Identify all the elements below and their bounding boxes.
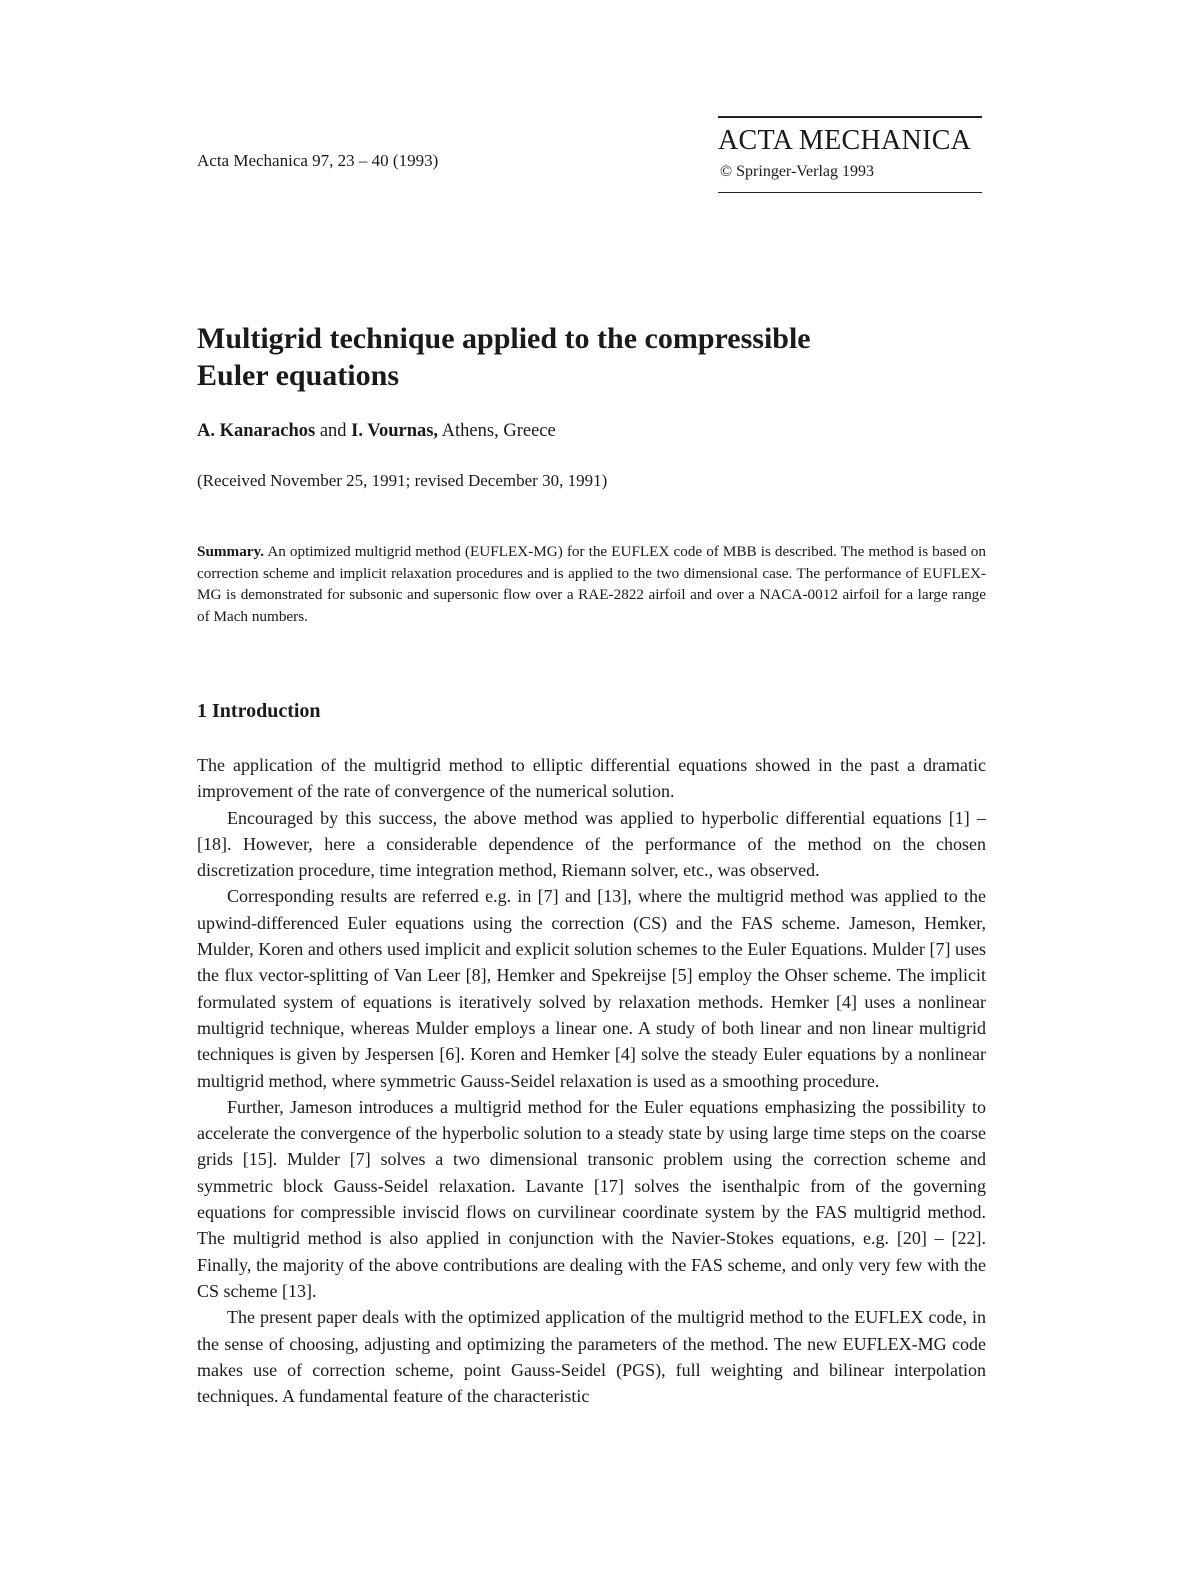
- title-line-2: Euler equations: [197, 359, 399, 392]
- paragraph: Corresponding results are referred e.g. in [7] and [13], where the multigrid method was applied to the upwind-differenced Euler equations using the correction (CS) and the FAS scheme. Jameson, Hemker, Mulder, Koren and others used implicit and explicit solution schemes to the Euler Equations. Mulder [7] uses the flux vector-splitting of Van Leer [8], Hemker and Spekreijse [5] employ the Ohser scheme. The implicit formulated system of equations is iteratively solved by relaxation methods. Hemker [4] uses a nonlinear multigrid technique, whereas Mulder employs a linear one. A study of both linear and non linear multigrid techniques is given by Jespersen [6]. Koren and Hemker [4] solve the steady Euler equations by a nonlinear multigrid method, where symmetric Gauss-Seidel relaxation is used as a smoothing procedure.: [197, 886, 986, 1091]
- title-line-1: Multigrid technique applied to the compressible: [197, 322, 811, 355]
- author-2: I. Vournas,: [351, 421, 439, 441]
- paragraph: The application of the multigrid method to elliptic differential equations showed in the past a dramatic improvement of the rate of convergence of the numerical solution.: [197, 755, 986, 802]
- introduction-body: [197, 752, 986, 1409]
- summary-label: Summary.: [197, 543, 265, 560]
- author-1: A. Kanarachos: [197, 421, 316, 441]
- received-dates: (Received November 25, 1991; revised December 30, 1991): [197, 471, 608, 490]
- journal-masthead: [718, 116, 982, 193]
- journal-citation: Acta Mechanica 97, 23 – 40 (1993): [197, 151, 439, 170]
- journal-name: ACTA MECHANICA: [718, 124, 972, 156]
- paragraph: The present paper deals with the optimized application of the multigrid method to the EUFLEX code, in the sense of choosing, adjusting and optimizing the parameters of the method. The new EUFLEX-MG code makes use of correction scheme, point Gauss-Seidel (PGS), full weighting and bilinear interpolation techniques. A fundamental feature of the characteristic: [197, 1307, 986, 1407]
- masthead-top-rule: [718, 116, 982, 118]
- copyright-notice: © Springer-Verlag 1993: [720, 162, 875, 180]
- paragraph: Encouraged by this success, the above method was applied to hyperbolic differential equations [1] – [18]. However, here a considerable dependence of the performance of the method on the chosen discretization procedure, time integration method, Riemann solver, etc., was observed.: [197, 807, 986, 881]
- article-title: [197, 320, 997, 394]
- author-conjunction: and: [319, 421, 347, 441]
- abstract: [197, 541, 986, 627]
- masthead-bottom-rule: [718, 192, 982, 194]
- affiliation: Athens, Greece: [441, 421, 556, 441]
- author-line: [197, 421, 556, 442]
- summary-text: An optimized multigrid method (EUFLEX-MG) for the EUFLEX code of MBB is described. The method is based on correction scheme and implicit relaxation procedures and is applied to the two dimensional case. The performance of EUFLEX-MG is demonstrated for subsonic and supersonic flow over a RAE-2822 airfoil and over a NACA-0012 airfoil for a large range of Mach numbers.: [197, 543, 986, 625]
- paragraph: Further, Jameson introduces a multigrid method for the Euler equations emphasizing the possibility to accelerate the convergence of the hyperbolic solution to a steady state by using large time steps on the coarse grids [15]. Mulder [7] solves a two dimensional transonic problem using the correction scheme and symmetric block Gauss-Seidel relaxation. Lavante [17] solves the isenthalpic from of the governing equations for compressible inviscid flows on curvilinear coordinate system by the FAS multigrid method. The multigrid method is also applied in conjunction with the Navier-Stokes equations, e.g. [20] – [22]. Finally, the majority of the above contributions are dealing with the FAS scheme, and only very few with the CS scheme [13].: [197, 1096, 986, 1301]
- section-heading-introduction: 1 Introduction: [197, 700, 321, 722]
